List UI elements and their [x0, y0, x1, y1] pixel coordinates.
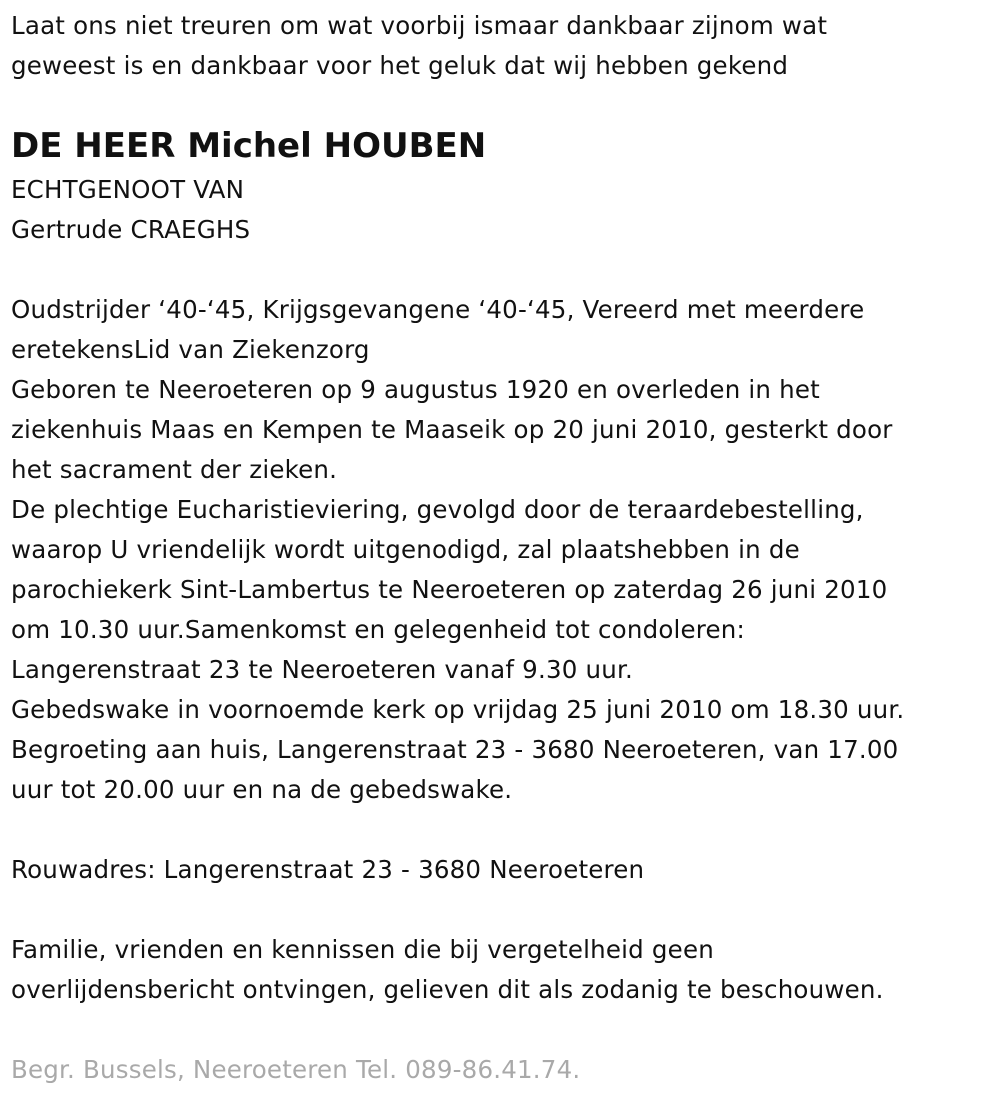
- obituary-body: [11, 290, 1000, 810]
- funeral-home-footer: Begr. Bussels, Neeroeteren Tel. 089-86.41.74.: [11, 1055, 581, 1084]
- spacer: [11, 810, 1000, 850]
- body-line: om 10.30 uur.Samenkomst en gelegenheid tot condoleren:: [11, 615, 745, 644]
- deceased-name: DE HEER Michel HOUBEN: [11, 126, 487, 166]
- family-notice: [11, 930, 1000, 1010]
- spouse-name: Gertrude CRAEGHS: [11, 215, 251, 244]
- body-line: Langerenstraat 23 te Neeroeteren vanaf 9.30 uur.: [11, 655, 633, 684]
- opening-quote: [11, 6, 1000, 86]
- body-line: De plechtige Eucharistieviering, gevolgd door de teraardebestelling,: [11, 495, 864, 524]
- body-line: parochiekerk Sint-Lambertus te Neeroeteren op zaterdag 26 juni 2010: [11, 575, 888, 604]
- notice-line-1: Familie, vrienden en kennissen die bij vergetelheid geen: [11, 935, 714, 964]
- spacer: [11, 1010, 1000, 1050]
- notice-line-2: overlijdensbericht ontvingen, gelieven dit als zodanig te beschouwen.: [11, 975, 884, 1004]
- body-line: Gebedswake in voornoemde kerk op vrijdag 25 juni 2010 om 18.30 uur.: [11, 695, 905, 724]
- spacer: [11, 250, 1000, 290]
- quote-line-2: geweest is en dankbaar voor het geluk dat wij hebben gekend: [11, 51, 789, 80]
- body-line: uur tot 20.00 uur en na de gebedswake.: [11, 775, 513, 804]
- body-line: ziekenhuis Maas en Kempen te Maaseik op 20 juni 2010, gesterkt door: [11, 415, 893, 444]
- spacer: [11, 890, 1000, 930]
- body-line: Begroeting aan huis, Langerenstraat 23 - 3680 Neeroeteren, van 17.00: [11, 735, 899, 764]
- body-line: waarop U vriendelijk wordt uitgenodigd, zal plaatshebben in de: [11, 535, 800, 564]
- spouse-relation: ECHTGENOOT VAN: [11, 175, 245, 204]
- body-line: het sacrament der zieken.: [11, 455, 338, 484]
- body-line: Geboren te Neeroeteren op 9 augustus 1920 en overleden in het: [11, 375, 820, 404]
- body-line: Oudstrijder ‘40-‘45, Krijgsgevangene ‘40-‘45, Vereerd met meerdere: [11, 295, 865, 324]
- quote-line-1: Laat ons niet treuren om wat voorbij ismaar dankbaar zijnom wat: [11, 11, 828, 40]
- mourning-address: Rouwadres: Langerenstraat 23 - 3680 Neeroeteren: [11, 855, 645, 884]
- body-line: eretekensLid van Ziekenzorg: [11, 335, 370, 364]
